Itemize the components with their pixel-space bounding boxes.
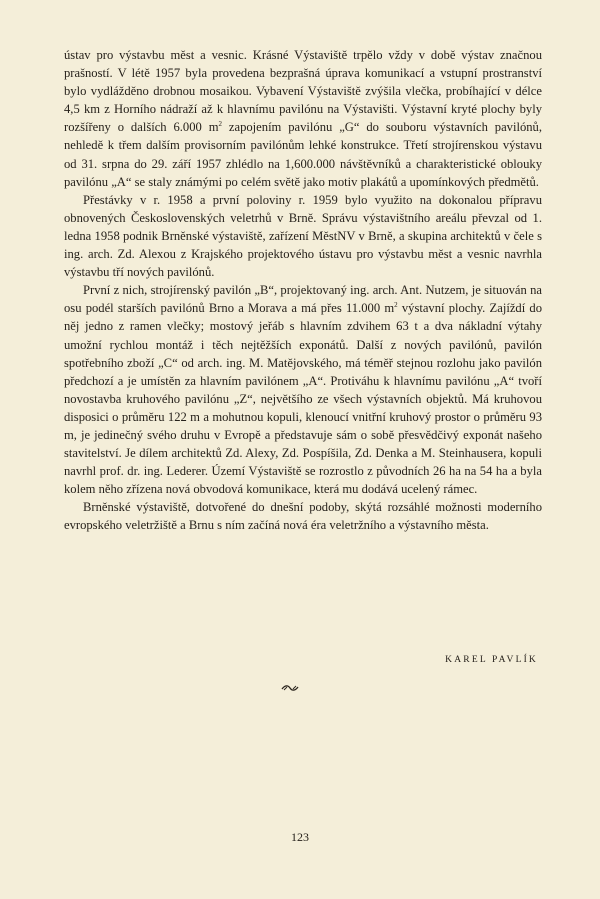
paragraph-2-text: Přestávky v r. 1958 a první poloviny r. 1959 bylo využito na dokonalou přípravu obnovených Československých veletrhů v Brně. Správu výstavištního areálu převzal od 1. ledna 1958 podnik Brněnské výstaviště, zařízení MěstNV v Brně, a skupina architektů v čele s ing. arch. Zd. Alexou z Krajského projektového ústavu pro výstavbu měst a vesnic navrhla výstavbu tří nových pavilónů. bbox=[64, 192, 542, 280]
paragraph-4-text: Brněnské výstaviště, dotvořené do dnešní podoby, skýtá rozsáhlé možnosti moderního evropského veletržiště a Brnu s ním začíná nová éra veletržního a výstavního města. bbox=[64, 500, 542, 533]
article-body bbox=[64, 46, 542, 535]
superscript-squared: 2 bbox=[394, 301, 398, 310]
paragraph-3-text-2: výstavní plochy. Zajíždí do něj jedno z ramen vlečky; mostový jeřáb s hlavním zdvihem 63 t a dva nákladní výtahy umožní rychlou montáž i těch nejtěžších exponátů. Další z nových pavilónů, pavilón spotřebního zboží „C“ od arch. ing. M. Matějovského, má téměř stejnou rozlohu jako pavilón předchozí a je umístěn za hlavním pavilónem „A“. Protiváhu k hlavnímu pavilónu „A“ tvoří novostavba kruhového pavilónu „Z“, největšího ze všech výstavních objektů. Má kruhovou disposici o průměru 122 m a mohutnou kopuli, klenoucí vnitřní kruhový prostor o průměru 93 m, je jedinečný svého druhu v Evropě a představuje sám o sobě přesvědčivý exponát našeho stavitelství. Je dílem architektů Zd. Alexy, Zd. Pospíšila, Zd. Denka a M. Steinhausera, kopuli navrhl prof. dr. ing. Lederer. Území Výstaviště se rozrostlo z původních 26 ha na 54 ha a byla kolem něho zřízena nová obvodová komunikace, která mu dodává ucelený rámec. bbox=[64, 301, 543, 497]
paragraph-3 bbox=[64, 281, 542, 498]
author-signature: KAREL PAVLÍK bbox=[445, 655, 538, 665]
paragraph-1 bbox=[64, 46, 542, 191]
paragraph-3-text-1: První z nich, strojírenský pavilón „B“, projektovaný ing. arch. Ant. Nutzem, je situován na osu podél starších pavilónů Brno a Morava a má přes 11.000 m bbox=[64, 283, 542, 316]
paragraph-1-text-2: zapojením pavilónu „G“ do souboru výstavních pavilónů, nehledě k třem dalším provisorním pavilónům lehké konstrukce. Třetí strojírenskou výstavu od 31. srpna do 29. září 1957 zhlédlo na 1,600.000 návštěvníků a charakteristické oblouky pavilónu „A“ se staly známými po celém světě jako motiv plakátů a upomínkových předmětů. bbox=[64, 120, 542, 189]
decorative-flourish-icon bbox=[281, 684, 299, 692]
paragraph-1-text-1: ústav pro výstavbu měst a vesnic. Krásné Výstaviště trpělo vždy v době výstav značnou prašností. V létě 1957 byla provedena bezprašná úprava komunikací a vstupní prostranství bylo vydlážděno drobnou mosaikou. Vybavení Výstaviště zvýšila vlečka, probíhající v délce 4,5 km z Horního nádraží až k hlavnímu pavilónu na Výstavišti. Výstavní kryté plochy byly rozšířeny o dalších 6.000 m bbox=[64, 48, 542, 135]
paragraph-4 bbox=[64, 498, 542, 534]
page-number: 123 bbox=[291, 830, 309, 844]
superscript-squared: 2 bbox=[218, 120, 223, 129]
paragraph-2 bbox=[64, 191, 542, 281]
